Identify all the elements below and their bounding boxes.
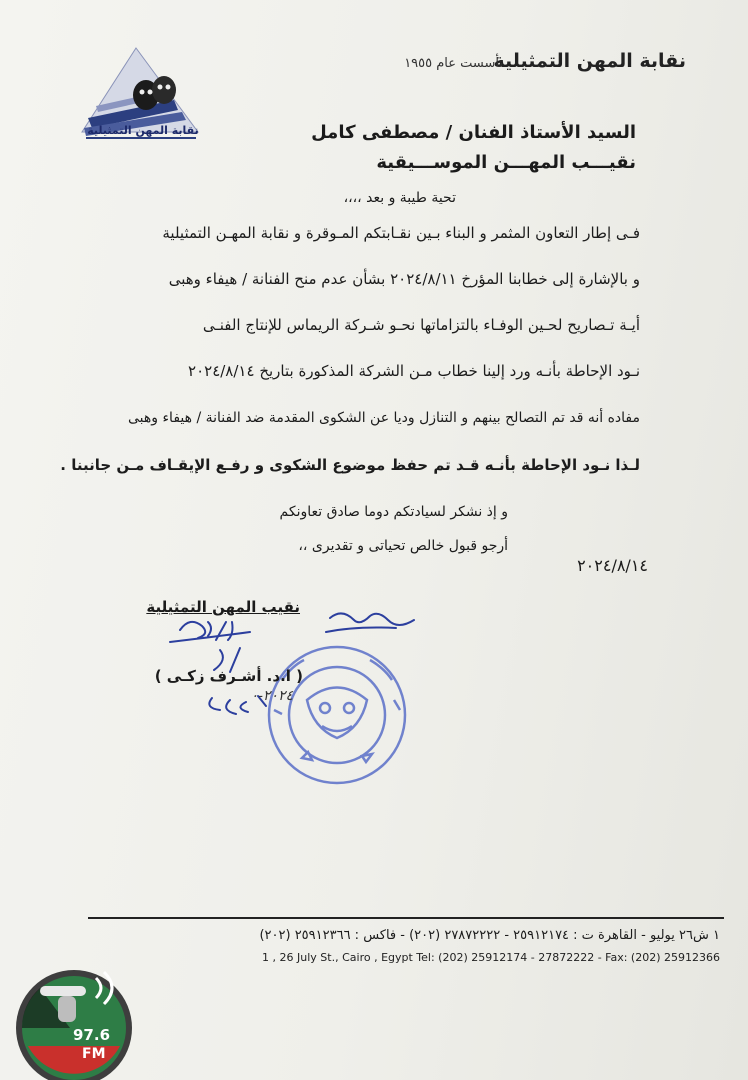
radio-band: FM (82, 1046, 106, 1062)
radio-frequency: 97.6 (73, 1026, 111, 1044)
closing-regards: أرجو قبول خالص تحياتى و تقديرى ،، (298, 538, 508, 554)
footer-divider (88, 917, 724, 919)
logo-caption: نقابة المهن التمثيلية (87, 124, 199, 137)
body-line: فـى إطار التعاون المثمر و البناء بـين نقـابتكم المـوقرة و نقابة المهـن التمثيلية (162, 224, 640, 242)
footer-address-english: 1 , 26 July St., Cairo , Egypt Tel: (202) 25912174 - 27872222 - Fax: (202) 25912366 (262, 951, 720, 964)
body-line: مفاده أنه قد تم التصالح بينهم و التنازل وديا عن الشكوى المقدمة ضد الفنانة / هيفاء وهبى (127, 410, 640, 426)
letter-date: ٢٠٢٤/٨/١٤ (577, 556, 648, 575)
organization-name: نقابة المهن التمثيلية (493, 50, 686, 72)
founded-year: تأسست عام ١٩٥٥ (404, 56, 503, 71)
body-line: لـذا نـود الإحاطة بأنـه قـد تم حفظ موضوع الشكوى و رفـع الإيقـاف مـن جانبنا . (60, 456, 640, 474)
signatory-name: ( ا.د. أشـرف زكـى ) (154, 667, 303, 685)
greeting: تحية طيبة و بعد ،،،، (343, 190, 456, 206)
footer-address-arabic: ١ ش٢٦ يوليو - القاهرة ت : ٢٥٩١٢١٧٤ - ٢٧٨٧٢٢٢٢ (٢٠٢) - فاكس : ٢٥٩١٢٣٦٦ (٢٠٢) (259, 928, 720, 943)
addressee-title: نقيـــب المهـــن الموســـيقية (376, 152, 636, 173)
body-line: نـود الإحاطة بأنـه ورد إلينا خطاب مـن الشركة المذكورة بتاريخ ٢٠٢٤/٨/١٤ (188, 362, 640, 380)
handwritten-note: ٢٠٢٤-٠ (250, 688, 293, 704)
body-line: و بالإشارة إلى خطابنا المؤرخ ٢٠٢٤/٨/١١ بشأن عدم منح الفنانة / هيفاء وهبى (168, 270, 640, 288)
body-line: أيـة تـصاريح لحـين الوفـاء بالتزاماتها نحـو شـركة الريماس للإنتاج الفنـى (202, 316, 640, 334)
official-stamp-icon (262, 640, 412, 790)
addressee-name: السيد الأستاذ الفنان / مصطفى كامل (311, 122, 636, 143)
radio-station-logo-icon (0, 958, 140, 1080)
signatory-title: نقيب المهن التمثيلية (146, 598, 300, 616)
closing-thanks: و إذ نشكر لسيادتكم دوما صادق تعاونكم (279, 504, 508, 520)
